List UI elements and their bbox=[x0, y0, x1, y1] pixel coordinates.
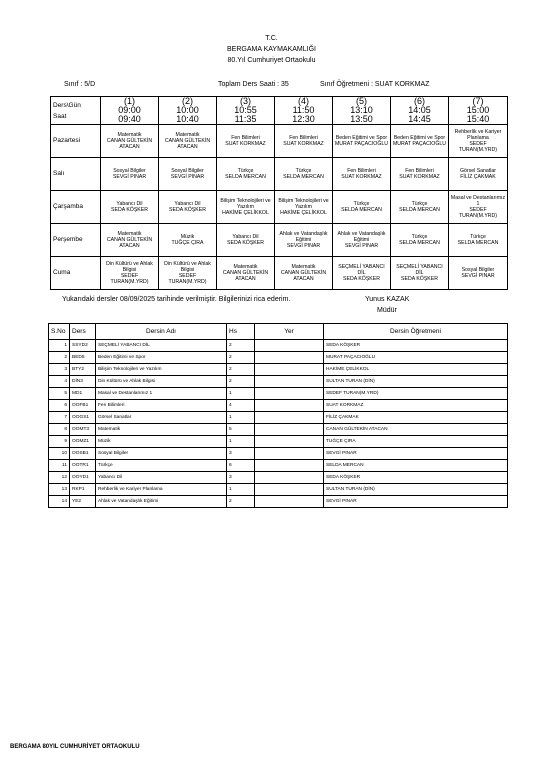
period-number: (3) bbox=[240, 96, 251, 106]
course-teacher: SELDA MERCAN bbox=[324, 460, 508, 472]
lesson-teacher: SEVGİ PINAR bbox=[170, 174, 205, 180]
period-number: (2) bbox=[182, 96, 193, 106]
period-end-time: 10:40 bbox=[176, 114, 199, 124]
schedule-day-row bbox=[51, 125, 508, 158]
lesson-subject: Sosyal Bilgiler bbox=[113, 168, 146, 174]
period-header bbox=[217, 97, 275, 125]
course-hours: 2 bbox=[227, 364, 255, 376]
lesson-cell bbox=[333, 257, 391, 290]
lesson-subject: Sosyal Bilgiler bbox=[171, 168, 204, 174]
course-row bbox=[49, 436, 508, 448]
course-name: Masal ve Destanlarımız 1 bbox=[96, 388, 227, 400]
period-header bbox=[391, 97, 449, 125]
lesson-teacher: SUAT KORKMAZ bbox=[399, 174, 440, 180]
course-name: Fen Bilimleri bbox=[96, 400, 227, 412]
lesson-teacher: SEDA KÖŞKER bbox=[227, 240, 264, 246]
period-end-time: 11:35 bbox=[234, 114, 257, 124]
lesson-teacher: SELDA MERCAN bbox=[399, 207, 440, 213]
period-number: (6) bbox=[414, 96, 425, 106]
course-row bbox=[49, 412, 508, 424]
lesson-teacher: SEDA KÖŞKER bbox=[169, 207, 206, 213]
class-label: Sınıf : 5/D bbox=[64, 81, 96, 88]
schedule-day-row bbox=[51, 257, 508, 290]
course-teacher: SEVGİ PINAR bbox=[324, 496, 508, 508]
lesson-cell bbox=[159, 125, 217, 158]
lesson-cell bbox=[449, 257, 508, 290]
lesson-subject: Fen Bilimleri bbox=[289, 135, 318, 141]
course-no: 12 bbox=[49, 472, 70, 484]
course-row bbox=[49, 448, 508, 460]
course-no: 3 bbox=[49, 364, 70, 376]
course-row bbox=[49, 484, 508, 496]
period-header bbox=[159, 97, 217, 125]
course-teacher: HAKİME ÇELİKKOL bbox=[324, 364, 508, 376]
course-hours: 2 bbox=[227, 496, 255, 508]
course-place bbox=[255, 472, 324, 484]
lesson-cell bbox=[217, 158, 275, 191]
course-hours: 1 bbox=[227, 388, 255, 400]
course-code: OOGS1 bbox=[70, 412, 96, 424]
lesson-subject: Türkçe bbox=[470, 234, 486, 240]
period-end-time: 09:40 bbox=[118, 114, 141, 124]
lesson-cell bbox=[333, 158, 391, 191]
course-hours: 5 bbox=[227, 424, 255, 436]
course-code: OOSB1 bbox=[70, 448, 96, 460]
course-list-table bbox=[48, 323, 508, 508]
course-row bbox=[49, 460, 508, 472]
lesson-teacher: SEDEF TURAN(M.YRD) bbox=[168, 273, 207, 285]
lesson-teacher: SEVGİ PINAR bbox=[112, 174, 147, 180]
course-teacher: FİLİZ ÇAKMAK bbox=[324, 412, 508, 424]
course-no: 10 bbox=[49, 448, 70, 460]
footer-school-name: BERGAMA 80YIL CUMHURİYET ORTAOKULU bbox=[10, 744, 140, 750]
lesson-subject: Beden Eğitimi ve Spor bbox=[335, 135, 388, 141]
lesson-subject: Ahlak ve Vatandaşlık Eğitimi bbox=[337, 231, 386, 243]
lesson-subject: Bilişim Teknolojileri ve Yazılım bbox=[278, 198, 329, 210]
course-teacher: SEDEF TURAN(M.YRD) bbox=[324, 388, 508, 400]
lesson-subject: Görsel Sanatlar bbox=[459, 168, 497, 174]
day-name: Pazartesi bbox=[51, 125, 101, 158]
period-header bbox=[275, 97, 333, 125]
course-code: SSYD2 bbox=[70, 340, 96, 352]
lesson-cell bbox=[159, 257, 217, 290]
lesson-subject: Türkçe bbox=[353, 201, 370, 207]
course-name: Bilişim Teknolojileri ve Yazılım bbox=[96, 364, 227, 376]
course-hours: 1 bbox=[227, 484, 255, 496]
lesson-teacher: SEDEF TURAN(M.YRD) bbox=[458, 207, 498, 219]
lesson-cell bbox=[217, 257, 275, 290]
course-code: MD1 bbox=[70, 388, 96, 400]
lesson-subject: SEÇMELİ YABANCI DİL bbox=[338, 264, 385, 276]
course-no: 13 bbox=[49, 484, 70, 496]
lesson-cell bbox=[333, 191, 391, 224]
lesson-cell bbox=[449, 224, 508, 257]
lesson-teacher: SELDA MERCAN bbox=[457, 240, 499, 246]
lesson-subject: Matematik bbox=[291, 264, 316, 270]
lesson-subject: Din Kültürü ve Ahlak Bilgisi bbox=[106, 261, 153, 273]
lesson-cell bbox=[217, 224, 275, 257]
course-name: Görsel Sanatlar bbox=[96, 412, 227, 424]
lesson-subject: Din Kültürü ve Ahlak Bilgisi bbox=[164, 261, 211, 273]
course-name: Türkçe bbox=[96, 460, 227, 472]
course-name: Din Kültürü ve Ahlak Bilgisi bbox=[96, 376, 227, 388]
course-row bbox=[49, 424, 508, 436]
course-teacher: SEVGİ PINAR bbox=[324, 448, 508, 460]
lesson-teacher: SEDEF TURAN(M.YRD) bbox=[110, 273, 149, 285]
course-row bbox=[49, 364, 508, 376]
col-header-no: S.No bbox=[49, 324, 70, 340]
lesson-subject: Fen Bilimleri bbox=[231, 135, 260, 141]
lesson-subject: Bilişim Teknolojileri ve Yazılım bbox=[220, 198, 271, 210]
course-row bbox=[49, 376, 508, 388]
lesson-teacher: SELDA MERCAN bbox=[225, 174, 266, 180]
col-header-teacher: Dersin Öğretmeni bbox=[324, 324, 508, 340]
lesson-teacher: SUAT KORKMAZ bbox=[283, 141, 324, 147]
course-hours: 4 bbox=[227, 400, 255, 412]
course-row bbox=[49, 352, 508, 364]
period-start-time: 10:55 bbox=[234, 105, 257, 115]
course-no: 2 bbox=[49, 352, 70, 364]
course-name: Matematik bbox=[96, 424, 227, 436]
lesson-subject: Müzik bbox=[180, 234, 195, 240]
day-name: Çarşamba bbox=[51, 191, 101, 224]
lesson-subject: Matematik bbox=[175, 132, 200, 138]
lesson-cell bbox=[159, 224, 217, 257]
lesson-teacher: SEVGİ PINAR bbox=[461, 273, 495, 279]
period-number: (5) bbox=[356, 96, 367, 106]
lesson-teacher: SUAT KORKMAZ bbox=[341, 174, 382, 180]
total-hours-label: Toplam Ders Saati : 35 bbox=[218, 81, 289, 88]
lesson-cell bbox=[101, 257, 159, 290]
course-teacher: MURAT PAÇACIOĞLU bbox=[324, 352, 508, 364]
course-name: Sosyal Bilgiler bbox=[96, 448, 227, 460]
col-header-name: Dersin Adı bbox=[96, 324, 227, 340]
principal-name: Yunus KAZAK bbox=[365, 296, 410, 303]
lesson-cell bbox=[159, 158, 217, 191]
notice-text: Yukarıdaki dersler 08/09/2025 tarihinde verilmiştir. Bilgilerinizi rica ederim. bbox=[62, 296, 291, 303]
corner-time-label: Saat bbox=[53, 112, 67, 120]
schedule-header-row bbox=[51, 97, 508, 125]
lesson-cell bbox=[449, 158, 508, 191]
course-name: SEÇMELİ YABANCI DİL bbox=[96, 340, 227, 352]
course-code: OOTR1 bbox=[70, 460, 96, 472]
lesson-subject: Türkçe bbox=[411, 201, 428, 207]
course-name: Ahlak ve Vatandaşlık Eğitimi bbox=[96, 496, 227, 508]
course-place bbox=[255, 484, 324, 496]
lesson-teacher: CANAN GÜLTEKİN ATACAN bbox=[164, 138, 211, 150]
course-place bbox=[255, 412, 324, 424]
course-teacher: SEDA KÖŞKER bbox=[324, 340, 508, 352]
lesson-cell bbox=[391, 257, 449, 290]
lesson-subject: Türkçe bbox=[295, 168, 312, 174]
period-start-time: 10:00 bbox=[176, 105, 199, 115]
lesson-cell bbox=[101, 224, 159, 257]
day-name: Cuma bbox=[51, 257, 101, 290]
course-row bbox=[49, 340, 508, 352]
course-code: BTY2 bbox=[70, 364, 96, 376]
lesson-subject: Yabancı Dil bbox=[174, 201, 201, 207]
course-teacher: SULTAN TURAN (DİN) bbox=[324, 376, 508, 388]
course-teacher: SULTAN TURAN (DİN) bbox=[324, 484, 508, 496]
course-row bbox=[49, 496, 508, 508]
period-number: (1) bbox=[124, 96, 135, 106]
lesson-cell bbox=[333, 125, 391, 158]
course-teacher: SUAT KORKMAZ bbox=[324, 400, 508, 412]
course-name: Beden Eğitimi ve Spor bbox=[96, 352, 227, 364]
lesson-teacher: MURAT PAÇACIOĞLU bbox=[392, 141, 447, 147]
course-place bbox=[255, 448, 324, 460]
course-code: YE2 bbox=[70, 496, 96, 508]
course-code: OOMT3 bbox=[70, 424, 96, 436]
course-code: OOMZ1 bbox=[70, 436, 96, 448]
lesson-subject: Matematik bbox=[233, 264, 258, 270]
lesson-cell bbox=[391, 224, 449, 257]
course-no: 14 bbox=[49, 496, 70, 508]
lesson-cell bbox=[449, 191, 508, 224]
lesson-cell bbox=[275, 257, 333, 290]
course-hours: 1 bbox=[227, 436, 255, 448]
lesson-teacher: SEDA KÖŞKER bbox=[343, 276, 380, 282]
course-row bbox=[49, 472, 508, 484]
lesson-teacher: HAKİME ÇELİKKOL bbox=[222, 210, 269, 216]
course-code: OOYD1 bbox=[70, 472, 96, 484]
lesson-cell bbox=[101, 191, 159, 224]
period-header bbox=[101, 97, 159, 125]
course-name: Müzik bbox=[96, 436, 227, 448]
lesson-teacher: SEVGİ PINAR bbox=[286, 243, 321, 249]
lesson-subject: SEÇMELİ YABANCI DİL bbox=[396, 264, 443, 276]
period-number: (4) bbox=[298, 96, 309, 106]
course-place bbox=[255, 460, 324, 472]
course-no: 6 bbox=[49, 400, 70, 412]
lesson-cell bbox=[275, 224, 333, 257]
course-hours: 3 bbox=[227, 472, 255, 484]
schedule-day-row bbox=[51, 158, 508, 191]
course-code: OOFB1 bbox=[70, 400, 96, 412]
course-no: 4 bbox=[49, 376, 70, 388]
lesson-teacher: SUAT KORKMAZ bbox=[225, 141, 266, 147]
lesson-teacher: SELDA MERCAN bbox=[341, 207, 382, 213]
lesson-subject: Fen Bilimleri bbox=[347, 168, 376, 174]
schedule-day-row bbox=[51, 224, 508, 257]
lesson-cell bbox=[275, 191, 333, 224]
period-start-time: 13:10 bbox=[350, 105, 373, 115]
course-place bbox=[255, 340, 324, 352]
period-number: (7) bbox=[472, 96, 484, 106]
lesson-cell bbox=[391, 191, 449, 224]
lesson-teacher: SELDA MERCAN bbox=[283, 174, 324, 180]
course-hours: 2 bbox=[227, 352, 255, 364]
course-teacher: SEDA KÖŞKER bbox=[324, 472, 508, 484]
col-header-place: Yer bbox=[255, 324, 324, 340]
lesson-subject: Ahlak ve Vatandaşlık Eğitimi bbox=[279, 231, 328, 243]
lesson-cell bbox=[217, 191, 275, 224]
lesson-cell bbox=[217, 125, 275, 158]
course-place bbox=[255, 496, 324, 508]
period-end-time: 15:40 bbox=[466, 114, 490, 124]
course-hours: 6 bbox=[227, 460, 255, 472]
lesson-subject: Fen Bilimleri bbox=[405, 168, 434, 174]
course-teacher: TUĞÇE ÇIRA bbox=[324, 436, 508, 448]
course-row bbox=[49, 388, 508, 400]
course-place bbox=[255, 364, 324, 376]
lesson-subject: Matematik bbox=[117, 132, 142, 138]
lesson-teacher: CANAN GÜLTEKİN ATACAN bbox=[106, 138, 153, 150]
corner-days-label: Ders\Gün bbox=[53, 101, 81, 109]
schedule-corner bbox=[51, 97, 101, 125]
col-header-hours: Hs bbox=[227, 324, 255, 340]
period-start-time: 14:05 bbox=[408, 105, 431, 115]
lesson-teacher: CANAN GÜLTEKİN ATACAN bbox=[106, 237, 153, 249]
lesson-teacher: MURAT PAÇACIOĞLU bbox=[334, 141, 389, 147]
lesson-cell bbox=[101, 125, 159, 158]
period-end-time: 13:50 bbox=[350, 114, 373, 124]
course-code: DİN3 bbox=[70, 376, 96, 388]
course-no: 8 bbox=[49, 424, 70, 436]
course-place bbox=[255, 436, 324, 448]
lesson-teacher: SEDEF TURAN(M.YRD) bbox=[458, 141, 498, 153]
class-teacher-label: Sınıf Öğretmeni : SUAT KORKMAZ bbox=[320, 81, 430, 88]
lesson-subject: Yabancı Dil bbox=[232, 234, 259, 240]
lesson-teacher: SEDA KÖŞKER bbox=[401, 276, 438, 282]
lesson-cell bbox=[159, 191, 217, 224]
lesson-teacher: HAKİME ÇELİKKOL bbox=[280, 210, 327, 216]
lesson-teacher: TUĞÇE ÇIRA bbox=[171, 240, 204, 246]
lesson-cell bbox=[449, 125, 508, 158]
course-code: RKP1 bbox=[70, 484, 96, 496]
day-name: Salı bbox=[51, 158, 101, 191]
course-code: BED5 bbox=[70, 352, 96, 364]
course-name: Yabancı Dil bbox=[96, 472, 227, 484]
course-teacher: CANAN GÜLTEKİN ATACAN bbox=[324, 424, 508, 436]
period-start-time: 11:50 bbox=[292, 105, 315, 115]
lesson-cell bbox=[391, 125, 449, 158]
lesson-subject: Türkçe bbox=[411, 234, 428, 240]
course-hours: 2 bbox=[227, 340, 255, 352]
course-place bbox=[255, 400, 324, 412]
period-start-time: 15:00 bbox=[466, 105, 490, 115]
header-school-authority: BERGAMA KAYMAKAMLIĞI bbox=[227, 46, 316, 53]
lesson-teacher: CANAN GÜLTEKİN ATACAN bbox=[222, 270, 269, 282]
course-no: 11 bbox=[49, 460, 70, 472]
period-end-time: 12:30 bbox=[292, 114, 315, 124]
course-place bbox=[255, 352, 324, 364]
course-place bbox=[255, 424, 324, 436]
lesson-teacher: CANAN GÜLTEKİN ATACAN bbox=[280, 270, 327, 282]
course-place bbox=[255, 388, 324, 400]
lesson-teacher: SEVGİ PINAR bbox=[344, 243, 379, 249]
lesson-cell bbox=[275, 125, 333, 158]
lesson-teacher: SELDA MERCAN bbox=[399, 240, 440, 246]
lesson-subject: Yabancı Dil bbox=[116, 201, 143, 207]
course-no: 9 bbox=[49, 436, 70, 448]
lesson-subject: Matematik bbox=[117, 231, 142, 237]
lesson-subject: Sosyal Bilgiler bbox=[461, 267, 495, 273]
lesson-cell bbox=[275, 158, 333, 191]
period-end-time: 14:45 bbox=[408, 114, 431, 124]
col-header-code: Ders bbox=[70, 324, 96, 340]
period-header bbox=[333, 97, 391, 125]
course-place bbox=[255, 376, 324, 388]
header-line-1: T.C. bbox=[265, 35, 278, 42]
lesson-subject: Rehberlik ve Kariyer Planlama bbox=[454, 129, 502, 141]
schedule-day-row bbox=[51, 191, 508, 224]
course-row bbox=[49, 400, 508, 412]
course-hours: 1 bbox=[227, 412, 255, 424]
course-hours: 3 bbox=[227, 448, 255, 460]
principal-title: Müdür bbox=[377, 307, 397, 314]
lesson-cell bbox=[333, 224, 391, 257]
day-name: Perşembe bbox=[51, 224, 101, 257]
lesson-subject: Türkçe bbox=[237, 168, 254, 174]
course-no: 1 bbox=[49, 340, 70, 352]
lesson-cell bbox=[391, 158, 449, 191]
course-table-header bbox=[49, 324, 508, 340]
lesson-subject: Masal ve Destanlarımız 1 bbox=[450, 195, 506, 207]
lesson-teacher: FİLİZ ÇAKMAK bbox=[460, 174, 496, 180]
lesson-subject: Beden Eğitimi ve Spor bbox=[393, 135, 446, 141]
course-no: 7 bbox=[49, 412, 70, 424]
lesson-teacher: SEDA KÖŞKER bbox=[111, 207, 148, 213]
period-header bbox=[449, 97, 508, 125]
course-no: 5 bbox=[49, 388, 70, 400]
period-start-time: 09:00 bbox=[118, 105, 141, 115]
course-hours: 2 bbox=[227, 376, 255, 388]
weekly-schedule-table bbox=[50, 96, 508, 290]
lesson-cell bbox=[101, 158, 159, 191]
header-school-name: 80.Yıl Cumhuriyet Ortaokulu bbox=[227, 57, 316, 64]
course-name: Rehberlik ve Kariyer Planlama bbox=[96, 484, 227, 496]
